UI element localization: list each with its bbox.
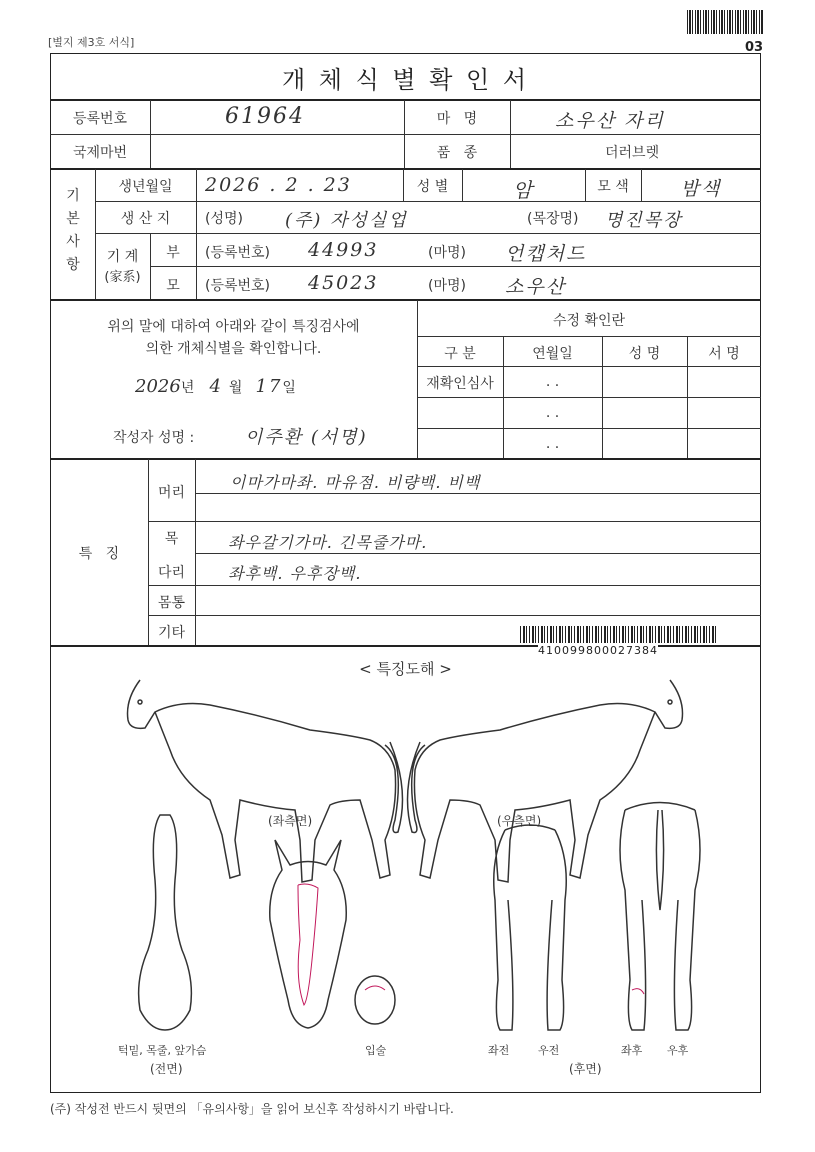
horse-diagram: [50, 660, 761, 1090]
rev-row1-type: 재확인심사: [426, 376, 494, 392]
leg-value: 좌후백. 우후장백.: [228, 564, 362, 583]
horse-right-side: [408, 680, 683, 882]
dam-name-value: 소우산: [505, 276, 567, 298]
revision-title: 수정 확인란: [552, 313, 626, 329]
page-title: 개 체 식 별 확 인 서: [281, 66, 530, 94]
dam-reg-value: 45023: [308, 272, 379, 294]
horse-front-legs: [494, 825, 567, 1030]
sire-reg-value: 44993: [308, 239, 379, 261]
rev-header-name: 성 명: [628, 346, 661, 362]
neck-value: 좌우갈기가마. 긴목줄가마.: [228, 533, 428, 552]
etc-label: 기타: [157, 625, 186, 641]
intl-no-label: 국제마번: [72, 145, 128, 161]
front-caption: 턱밑, 목줄, 앞가슴: [118, 1044, 207, 1057]
footer-note: (주) 작성전 반드시 뒷면의 「유의사항」을 읽어 보신후 작성하시기 바랍니다.: [50, 1102, 454, 1116]
leg-label: 다리: [157, 565, 186, 581]
sire-reg-label: (등록번호): [205, 245, 271, 261]
head-value: 이마가마좌. 마유점. 비량백. 비백: [230, 473, 481, 492]
date-year: 2026: [135, 376, 181, 397]
reg-no-value: 61964: [225, 104, 305, 129]
producer-name-value: (주) 자성실업: [285, 210, 408, 231]
pedigree-label: 기 계: [106, 249, 139, 265]
confirm-text-line1: 위의 말에 대하여 아래와 같이 특징검사에: [107, 319, 360, 335]
producer-name-label: (성명): [205, 211, 243, 227]
front-label: (전면): [150, 1062, 183, 1076]
birth-value: 2026 . 2 . 23: [205, 174, 352, 196]
left-side-label: (좌측면): [268, 814, 313, 828]
right-side-label: (우측면): [497, 814, 542, 828]
rear-label: (후면): [569, 1062, 602, 1076]
rev-row2-date: . .: [545, 405, 560, 421]
breed-value: 더러브렛: [605, 145, 660, 161]
rev-header-type: 구 분: [444, 346, 476, 362]
sex-value: 암: [512, 178, 535, 202]
rev-header-date: 연월일: [532, 346, 573, 362]
body-label: 몸통: [157, 595, 186, 611]
confirm-date: [135, 376, 296, 397]
lips-label: 입술: [365, 1044, 387, 1057]
form-number: [별지 제3호 서식]: [48, 36, 135, 49]
neck-label: 목: [164, 531, 179, 547]
sire-label: 부: [166, 245, 180, 261]
right-hind-label: 우후: [667, 1044, 689, 1057]
left-front-label: 좌전: [488, 1044, 510, 1057]
horse-rear: [620, 803, 700, 1031]
diagram-title: < 특징도해 >: [359, 660, 452, 678]
author-value: 이주환 (서명): [245, 427, 368, 448]
top-barcode: [687, 10, 763, 34]
right-front-label: 우전: [538, 1044, 560, 1057]
sire-name-label: (마명): [428, 245, 466, 261]
basic-section-label: 기본사항: [66, 188, 80, 273]
horse-left-side: [128, 680, 403, 882]
date-month-unit: 월: [228, 380, 243, 396]
coat-label: 모 색: [597, 179, 629, 195]
pedigree-sub: (家系): [104, 270, 141, 285]
horse-name-value: 소우산 자리: [555, 110, 665, 132]
date-day-unit: 일: [282, 380, 296, 396]
left-hind-label: 좌후: [621, 1044, 643, 1057]
horse-name-label: 마 명: [436, 111, 478, 127]
date-year-unit: 년: [180, 380, 195, 396]
date-day: 17: [255, 376, 283, 397]
mid-barcode-number: 410099800027384: [538, 644, 658, 657]
page-number: 03: [745, 40, 764, 55]
producer-label: 생 산 지: [120, 211, 171, 227]
rev-row3-date: . .: [545, 436, 560, 452]
rev-header-sign: 서 명: [708, 346, 740, 362]
horse-front-neck: [139, 815, 192, 1030]
sire-name-value: 언캡처드: [505, 243, 587, 265]
ranch-label: (목장명): [527, 211, 579, 227]
features-section-label: 특 징: [78, 546, 120, 562]
date-month: 4: [209, 376, 223, 397]
dam-name-label: (마명): [428, 278, 466, 294]
head-label: 머리: [157, 485, 186, 501]
confirm-text-line2: 의한 개체식별을 확인합니다.: [145, 341, 322, 357]
mid-barcode: [520, 626, 716, 643]
horse-head-front: [270, 840, 347, 1028]
ranch-value: 명진목장: [605, 210, 683, 231]
breed-label: 품 종: [436, 145, 478, 161]
dam-reg-label: (등록번호): [205, 278, 271, 294]
coat-value: 밤색: [680, 178, 722, 200]
birth-label: 생년월일: [118, 179, 173, 195]
rev-row1-date: . .: [545, 374, 560, 390]
sex-label: 성 별: [416, 179, 449, 195]
horse-lips: [355, 976, 395, 1024]
reg-no-label: 등록번호: [72, 111, 128, 127]
dam-label: 모: [166, 278, 180, 294]
author-label: 작성자 성명 :: [113, 430, 195, 446]
